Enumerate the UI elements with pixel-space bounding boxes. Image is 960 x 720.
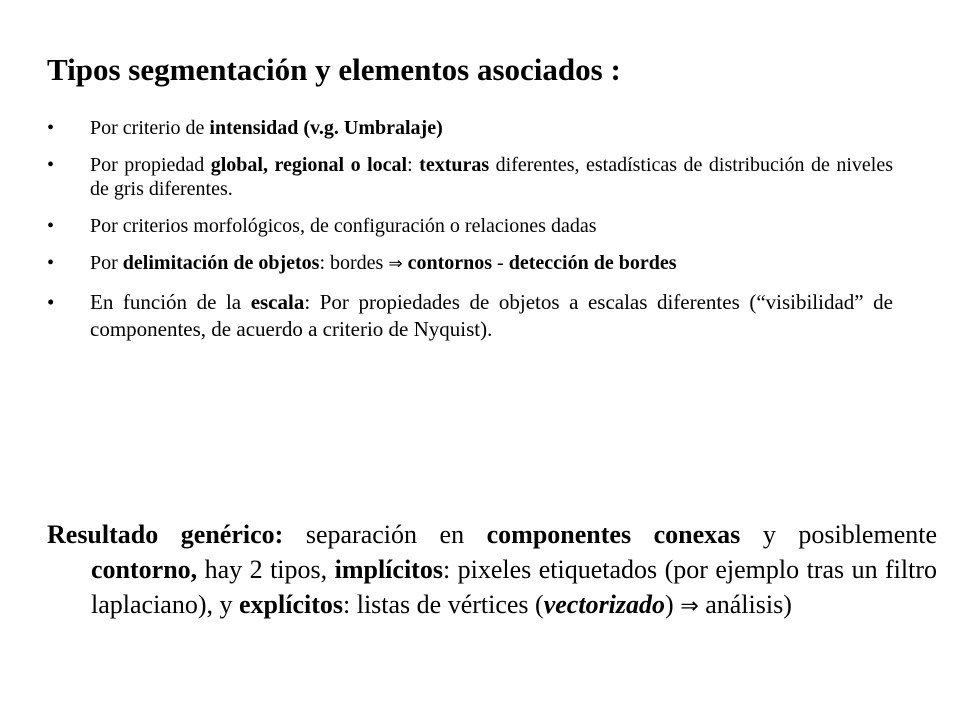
implies-arrow-icon: ⇒ [680,593,699,619]
result-bold-text: componentes conexas [486,520,741,549]
result-text: : listas de vértices ( [343,590,544,619]
bullet-bold-text: texturas [419,154,490,176]
bullet-text: - [492,252,509,274]
slide-title [47,52,907,88]
bullet-glyph: • [47,290,55,314]
bullet-text: : bordes [319,252,389,274]
result-bold-text: contorno, [91,555,198,584]
bullet-bold-text: delimitación de objetos [122,252,320,274]
result-text: : pixeles etiquetados (por ejemplo tras un filtro laplaciano), y [91,555,938,619]
bullet-list [47,116,893,356]
implies-arrow-icon: ⇒ [388,254,403,274]
result-lead: Resultado genérico: [47,520,284,549]
bullet-glyph: • [47,252,55,274]
result-text: ) [665,590,681,619]
result-bold-text: explícitos [239,590,343,619]
bullet-bold-text: (v.g. Umbralaje) [303,117,443,139]
result-text: separación en [283,520,487,549]
result-text: análisis) [698,590,792,619]
bullet-item-propiedad [47,153,893,201]
title-word: segmentación [128,52,308,87]
bullet-bold-text: contornos [407,252,493,274]
bullet-text: diferentes, estadísticas de distribución de niveles de gris diferentes. [90,154,893,200]
bullet-text: Por criterio de [90,117,210,139]
bullet-text: Por criterios morfológicos, de configuración o relaciones dadas [90,215,597,237]
result-text: y posiblemente [740,520,938,549]
bullet-text: : [407,154,420,176]
bullet-bold-text: global, regional o local [210,154,408,176]
bullet-glyph: • [47,154,55,176]
title-word: Tipos [47,52,121,87]
bullet-bold-text: intensidad [209,117,299,139]
bullet-item-escala [47,289,893,343]
title-word: elementos [338,52,470,87]
bullet-text: Por [90,252,123,274]
result-paragraph [47,517,937,624]
title-word: y [315,52,331,87]
bullet-item-morfologicos [47,214,893,238]
bullet-glyph: • [47,215,55,237]
result-bold-italic-text: vectorizado [543,590,666,619]
result-bold-text: implícitos [334,555,443,584]
bullet-text: : Por propiedades de objetos a escalas diferentes (“visibilidad” de componentes, de acuerdo a criterio de Nyquist). [90,290,893,341]
bullet-text: Por propiedad [90,154,211,176]
bullet-bold-text: escala [250,290,305,314]
result-text: hay 2 tipos, [197,555,335,584]
bullet-item-intensidad [47,116,893,140]
bullet-bold-text: detección de bordes [508,252,677,274]
bullet-item-delimitacion [47,251,893,276]
bullet-text: En función de la [90,290,251,314]
title-word: asociados : [476,52,621,87]
bullet-glyph: • [47,117,55,139]
